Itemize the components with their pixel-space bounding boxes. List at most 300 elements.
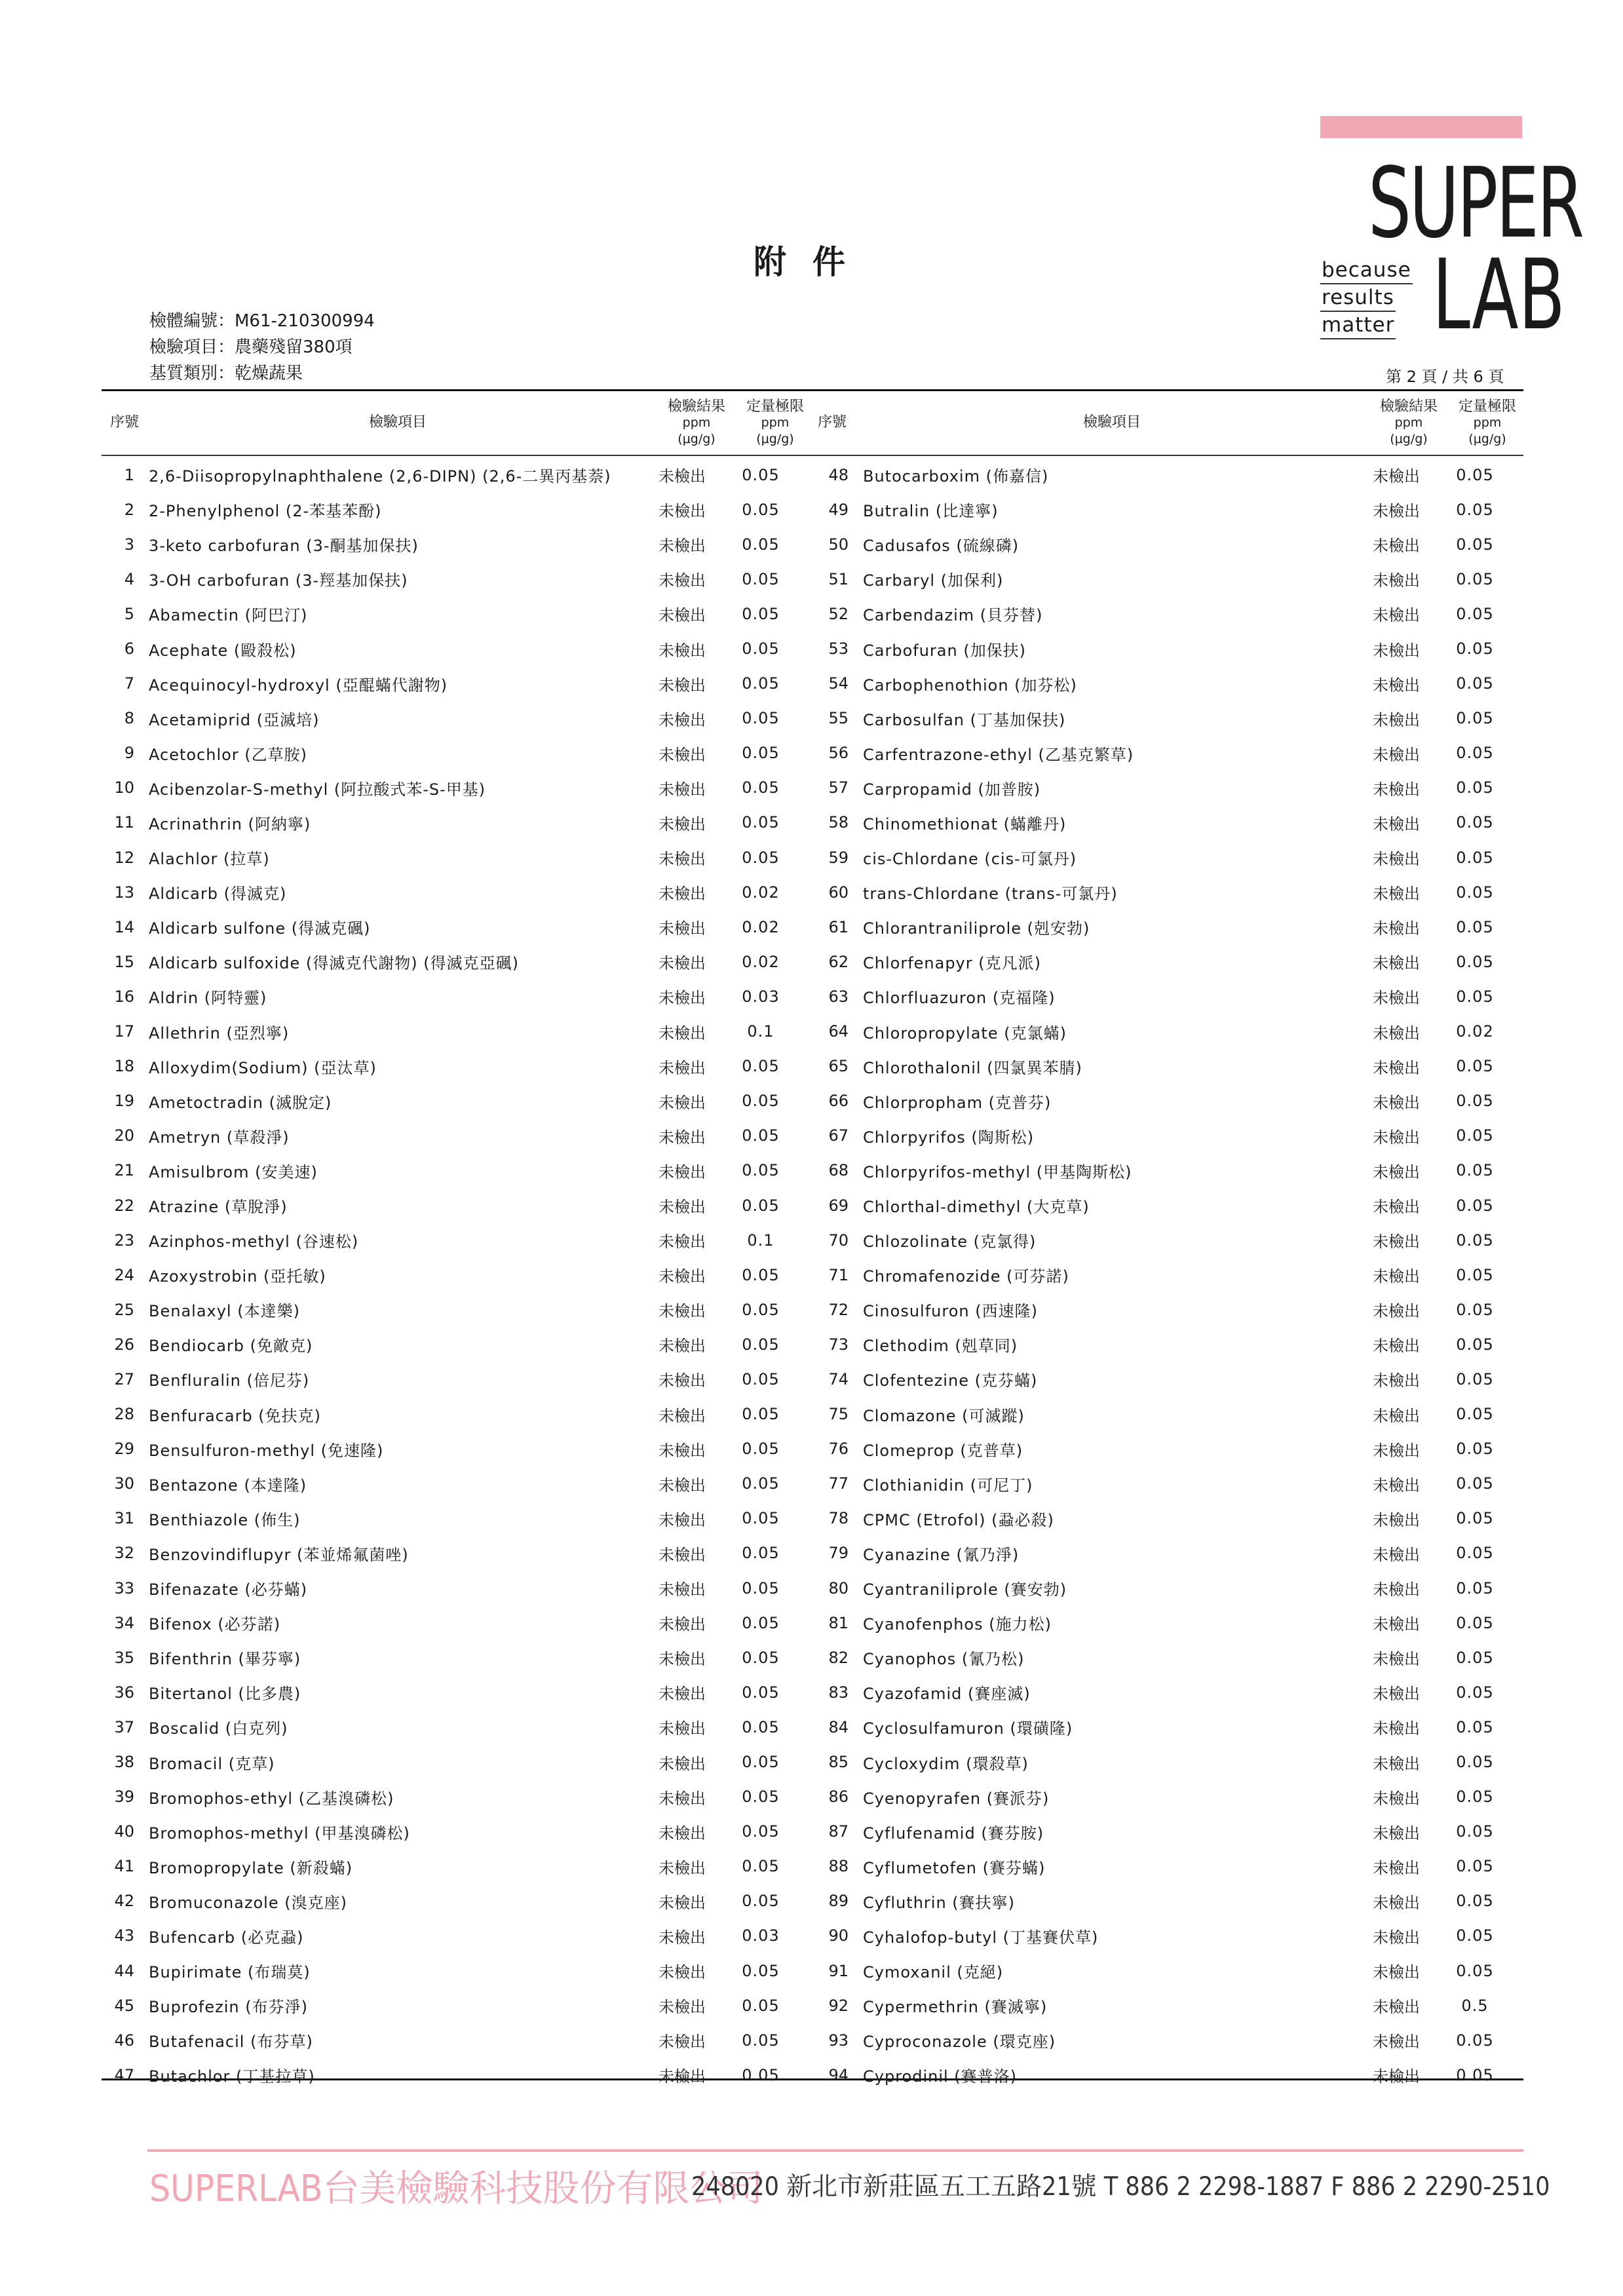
table-row [816,1362,1514,1396]
table-row [102,1501,800,1536]
row-item: Acequinocyl-hydroxyl (亞醌蟎代謝物) [149,676,448,695]
row-limit: 0.05 [742,1300,780,1319]
row-item: Aldicarb (得滅克) [149,885,287,904]
table-row [102,1292,800,1327]
row-result: 未檢出 [659,1963,706,1982]
row-result: 未檢出 [1373,1650,1420,1669]
table-row [816,1849,1514,1884]
table-row [102,527,800,562]
row-item: Clethodim (剋草同) [863,1337,1018,1356]
row-result: 未檢出 [659,1580,706,1599]
header-unit: ppm [761,415,790,430]
row-item: Carpropamid (加普胺) [863,780,1041,799]
row-number: 19 [114,1092,134,1111]
row-item: Carbosulfan (丁基加保扶) [863,710,1066,729]
row-number: 69 [828,1196,849,1215]
row-number: 7 [124,674,134,693]
table-row [816,1780,1514,1814]
row-number: 42 [114,1892,134,1911]
row-limit: 0.05 [1456,709,1494,728]
table-row [102,1953,800,1988]
table-row [102,666,800,701]
row-limit: 0.05 [1456,1405,1494,1424]
table-row [816,1084,1514,1119]
row-result: 未檢出 [1373,1441,1420,1460]
row-limit: 0.05 [742,1161,780,1180]
row-number: 72 [828,1300,849,1319]
row-item: Acephate (毆殺松) [149,641,297,660]
table-row [102,736,800,771]
row-item: Bupirimate (布瑞莫) [149,1963,311,1982]
table-row [102,1397,800,1432]
row-limit: 0.03 [742,1926,780,1945]
row-number: 15 [114,952,134,971]
row-item: Benthiazole (佈生) [149,1510,301,1529]
row-limit: 0.05 [1456,569,1494,588]
table-row [816,1501,1514,1536]
row-item: Cyflumetofen (賽芬蟎) [863,1858,1046,1877]
row-item: Cyflufenamid (賽芬胺) [863,1824,1044,1843]
row-number: 54 [828,674,849,693]
row-result: 未檢出 [1373,1093,1420,1112]
row-result: 未檢出 [1373,1928,1420,1947]
table-row [102,979,800,1014]
results-table-right [816,457,1514,2092]
row-number: 55 [828,709,849,728]
row-item: Bromopropylate (新殺蟎) [149,1858,353,1877]
table-row [816,1988,1514,2023]
row-number: 61 [828,917,849,936]
row-number: 53 [828,640,849,659]
row-result: 未檢出 [1373,2033,1420,2052]
row-number: 83 [828,1683,849,1702]
table-row [102,1257,800,1292]
row-result: 未檢出 [1373,1267,1420,1286]
row-limit: 0.05 [1456,917,1494,936]
row-limit: 0.05 [1456,1300,1494,1319]
row-limit: 0.05 [1456,1126,1494,1145]
row-result: 未檢出 [1373,537,1420,556]
table-row [102,2023,800,2057]
row-result: 未檢出 [1373,1685,1420,1704]
row-item: Amisulbrom (安美速) [149,1162,318,1181]
row-result: 未檢出 [659,1754,706,1773]
header-unit: ppm [1394,415,1423,430]
row-number: 91 [828,1961,849,1980]
row-limit: 0.05 [1456,952,1494,971]
row-limit: 0.02 [742,917,780,936]
row-item: Cyanazine (氰乃淨) [863,1545,1020,1564]
row-item: Abamectin (阿巴汀) [149,606,308,625]
row-result: 未檢出 [1373,1998,1420,2017]
row-limit: 0.05 [1456,1926,1494,1945]
row-result: 未檢出 [659,1615,706,1634]
table-row [816,1153,1514,1188]
row-limit: 0.05 [1456,1822,1494,1841]
row-result: 未檢出 [1373,1719,1420,1738]
row-item: Ametryn (草殺淨) [149,1128,290,1147]
row-limit: 0.1 [747,1022,774,1041]
row-result: 未檢出 [659,1650,706,1669]
row-number: 51 [828,569,849,588]
footer-rule [147,2149,1523,2152]
table-row [102,1327,800,1362]
row-number: 37 [114,1717,134,1736]
row-result: 未檢出 [659,1337,706,1356]
row-item: Cyprodinil (賽普洛) [863,2067,1018,2086]
table-row [816,1884,1514,1919]
row-item: cis-Chlordane (cis-可氯丹) [863,850,1077,869]
row-result: 未檢出 [659,537,706,556]
table-row [816,736,1514,771]
table-row [102,1536,800,1571]
table-row [102,1119,800,1153]
row-item: 3-OH carbofuran (3-羥基加保扶) [149,571,408,590]
row-limit: 0.05 [742,1196,780,1215]
row-limit: 0.05 [742,1717,780,1736]
row-number: 84 [828,1717,849,1736]
row-limit: 0.05 [1456,883,1494,902]
row-result: 未檢出 [1373,1754,1420,1773]
row-limit: 0.02 [742,952,780,971]
table-row [816,1257,1514,1292]
table-row [102,909,800,944]
row-limit: 0.02 [1456,1022,1494,1041]
row-result: 未檢出 [659,1267,706,1286]
row-limit: 0.05 [1456,1335,1494,1354]
tagline-line: because [1320,257,1413,284]
header-unit: (μg/g) [1468,432,1506,446]
row-result: 未檢出 [659,1858,706,1877]
row-result: 未檢出 [1373,1198,1420,1217]
row-result: 未檢出 [1373,1545,1420,1564]
row-number: 13 [114,883,134,902]
row-number: 82 [828,1648,849,1667]
row-result: 未檢出 [1373,989,1420,1008]
row-result: 未檢出 [1373,850,1420,869]
row-result: 未檢出 [1373,1128,1420,1147]
row-result: 未檢出 [659,1162,706,1181]
row-number: 49 [828,500,849,519]
row-limit: 0.05 [1456,1265,1494,1284]
row-number: 50 [828,535,849,554]
row-limit: 0.05 [1456,1857,1494,1876]
row-limit: 0.05 [742,500,780,519]
row-number: 73 [828,1335,849,1354]
row-limit: 0.05 [742,813,780,832]
row-limit: 0.05 [1456,604,1494,623]
row-item: Cyclosulfamuron (環磺隆) [863,1719,1073,1738]
row-item: Carbophenothion (加芬松) [863,676,1077,695]
table-row [816,1536,1514,1571]
table-row [816,1919,1514,1953]
row-item: Chlorfluazuron (克福隆) [863,989,1056,1008]
row-item: Chlorthal-dimethyl (大克草) [863,1198,1090,1217]
row-limit: 0.05 [1456,2031,1494,2050]
row-limit: 0.05 [742,709,780,728]
row-item: Acetamiprid (亞滅培) [149,710,320,729]
row-number: 63 [828,987,849,1006]
table-row [816,805,1514,840]
row-item: Chlorothalonil (四氯異苯腈) [863,1058,1082,1077]
row-number: 48 [828,465,849,484]
row-limit: 0.05 [1456,1578,1494,1598]
row-item: Benfluralin (倍尼芬) [149,1371,310,1390]
test-item: 檢驗項目：農藥殘留380項 [149,337,353,357]
row-number: 28 [114,1405,134,1424]
table-row [816,944,1514,979]
table-row [102,1432,800,1466]
row-item: Benalaxyl (本達樂) [149,1302,300,1321]
table-row [102,1223,800,1257]
table-row [816,1223,1514,1257]
row-result: 未檢出 [659,1371,706,1390]
row-item: Bifenazate (必芬蟎) [149,1580,308,1599]
table-row [102,457,800,492]
row-number: 34 [114,1613,134,1632]
row-number: 79 [828,1544,849,1563]
row-item: Alachlor (拉草) [149,850,270,869]
row-number: 71 [828,1265,849,1284]
row-limit: 0.05 [742,2065,780,2084]
row-item: Chlorpyrifos-methyl (甲基陶斯松) [863,1162,1132,1181]
row-item: Aldrin (阿特靈) [149,989,267,1008]
table-row [102,1640,800,1675]
row-limit: 0.05 [742,778,780,797]
row-number: 1 [124,465,134,484]
row-result: 未檢出 [659,1198,706,1217]
row-result: 未檢出 [1373,1162,1420,1181]
row-limit: 0.05 [1456,535,1494,554]
row-item: Butafenacil (布芬草) [149,2033,313,2052]
row-item: 2-Phenylphenol (2-苯基苯酚) [149,502,382,521]
table-row [102,1084,800,1119]
row-limit: 0.05 [742,1892,780,1911]
row-item: Chlorantraniliprole (剋安勃) [863,919,1090,938]
row-result: 未檢出 [659,1685,706,1704]
header-unit: (μg/g) [1390,432,1428,446]
row-item: Bromophos-ethyl (乙基溴磷松) [149,1789,394,1808]
row-item: Cyenopyrafen (賽派芬) [863,1789,1050,1808]
row-number: 89 [828,1892,849,1911]
row-number: 74 [828,1369,849,1388]
row-item: Clofentezine (克芬蟎) [863,1371,1038,1390]
row-limit: 0.05 [1456,1544,1494,1563]
row-result: 未檢出 [1373,814,1420,833]
table-row [816,492,1514,527]
row-item: Bendiocarb (免敵克) [149,1337,313,1356]
row-limit: 0.05 [1456,1892,1494,1911]
row-result: 未檢出 [659,885,706,904]
row-result: 未檢出 [1373,1963,1420,1982]
row-limit: 0.05 [1456,1613,1494,1632]
table-row [816,909,1514,944]
row-number: 40 [114,1822,134,1841]
row-result: 未檢出 [1373,1476,1420,1495]
row-limit: 0.05 [742,1996,780,2015]
row-item: trans-Chlordane (trans-可氯丹) [863,885,1118,904]
header-limit-label: 定量極限 [1458,398,1516,415]
row-result: 未檢出 [1373,2067,1420,2086]
header-unit: (μg/g) [678,432,716,446]
row-number: 31 [114,1509,134,1528]
row-result: 未檢出 [1373,1789,1420,1808]
row-limit: 0.05 [1456,1753,1494,1772]
row-number: 14 [114,917,134,936]
table-row [816,1640,1514,1675]
row-item: Atrazine (草脫淨) [149,1198,288,1217]
row-number: 93 [828,2031,849,2050]
row-number: 80 [828,1578,849,1598]
row-limit: 0.05 [1456,744,1494,763]
row-number: 44 [114,1961,134,1980]
row-number: 87 [828,1822,849,1841]
row-item: Bentazone (本達隆) [149,1476,307,1495]
row-number: 85 [828,1753,849,1772]
row-item: Bensulfuron-methyl (免速隆) [149,1441,384,1460]
row-limit: 0.05 [1456,778,1494,797]
table-row [816,596,1514,631]
row-result: 未檢出 [659,1476,706,1495]
row-result: 未檢出 [1373,1024,1420,1043]
table-row [816,979,1514,1014]
row-number: 20 [114,1126,134,1145]
header-no-right: 序號 [817,414,847,430]
row-result: 未檢出 [1373,676,1420,695]
row-limit: 0.05 [1456,1788,1494,1807]
row-number: 32 [114,1544,134,1563]
row-result: 未檢出 [659,1441,706,1460]
row-item: Cyhalofop-butyl (丁基賽伏草) [863,1928,1099,1947]
row-item: Bitertanol (比多農) [149,1685,301,1704]
table-row [102,1605,800,1640]
row-number: 5 [124,604,134,623]
row-number: 33 [114,1578,134,1598]
row-limit: 0.05 [1456,1092,1494,1111]
row-number: 24 [114,1265,134,1284]
row-number: 35 [114,1648,134,1667]
table-row [102,1049,800,1084]
table-row [102,1710,800,1744]
row-item: Bifenox (必芬諾) [149,1615,281,1634]
row-number: 45 [114,1996,134,2015]
row-item: Bifenthrin (畢芬寧) [149,1650,301,1669]
row-result: 未檢出 [659,1406,706,1425]
table-row [102,1466,800,1501]
row-number: 18 [114,1057,134,1076]
row-number: 4 [124,569,134,588]
table-row [816,875,1514,909]
row-result: 未檢出 [659,814,706,833]
table-row [816,1466,1514,1501]
row-limit: 0.05 [742,1822,780,1841]
row-item: Bromuconazole (溴克座) [149,1893,347,1912]
table-row [816,457,1514,492]
row-result: 未檢出 [659,919,706,938]
row-result: 未檢出 [1373,1302,1420,1321]
row-result: 未檢出 [1373,502,1420,521]
row-limit: 0.05 [742,1613,780,1632]
row-number: 92 [828,1996,849,2015]
table-row [816,1710,1514,1744]
table-row [816,1953,1514,1988]
row-item: Buprofezin (布芬淨) [149,1998,308,2017]
table-row [816,1292,1514,1327]
row-limit: 0.1 [747,1231,774,1250]
row-item: Clomeprop (克普草) [863,1441,1023,1460]
row-item: Alloxydim(Sodium) (亞汰草) [149,1058,377,1077]
table-row [816,631,1514,666]
row-limit: 0.05 [742,1857,780,1876]
header-no-left: 序號 [109,414,139,430]
row-number: 65 [828,1057,849,1076]
table-row [816,562,1514,596]
row-item: Chlorpyrifos (陶斯松) [863,1128,1035,1147]
table-row [102,596,800,631]
row-number: 66 [828,1092,849,1111]
row-number: 43 [114,1926,134,1945]
table-top-rule [102,389,1523,391]
row-item: Acetochlor (乙草胺) [149,745,308,764]
row-limit: 0.05 [742,1265,780,1284]
table-row [816,840,1514,875]
table-row [816,527,1514,562]
results-table-left [102,457,800,2092]
row-limit: 0.05 [1456,1161,1494,1180]
header-limit-right [1448,398,1527,448]
table-row [102,805,800,840]
row-number: 2 [124,500,134,519]
table-row [816,2057,1514,2092]
row-result: 未檢出 [659,989,706,1008]
row-item: Cyantraniliprole (賽安勃) [863,1580,1067,1599]
row-result: 未檢出 [1373,571,1420,590]
row-number: 52 [828,604,849,623]
page-number: 第 2 頁 / 共 6 頁 [1386,368,1504,386]
row-limit: 0.02 [742,883,780,902]
row-result: 未檢出 [1373,1371,1420,1390]
row-item: Cymoxanil (克絕) [863,1963,1004,1982]
row-limit: 0.05 [742,1335,780,1354]
row-item: Carfentrazone-ethyl (乙基克繁草) [863,745,1134,764]
row-limit: 0.03 [742,987,780,1006]
row-item: Cycloxydim (環殺草) [863,1754,1029,1773]
header-unit: ppm [682,415,711,430]
row-limit: 0.05 [742,1092,780,1111]
row-result: 未檢出 [659,1998,706,2017]
matrix-type: 基質類別：乾燥蔬果 [149,364,303,383]
row-limit: 0.05 [1456,674,1494,693]
row-item: Chinomethionat (蟎離丹) [863,814,1067,833]
row-item: Chloropropylate (克氯蟎) [863,1024,1067,1043]
row-limit: 0.05 [1456,1474,1494,1493]
row-limit: 0.05 [742,604,780,623]
row-number: 36 [114,1683,134,1702]
row-result: 未檢出 [1373,745,1420,764]
row-limit: 0.05 [1456,1683,1494,1702]
row-result: 未檢出 [1373,1233,1420,1252]
row-number: 57 [828,778,849,797]
row-limit: 0.05 [742,1753,780,1772]
sample-id: 檢體編號：M61-210300994 [149,311,375,331]
table-row [102,1675,800,1710]
row-result: 未檢出 [1373,1615,1420,1634]
row-limit: 0.05 [742,674,780,693]
row-limit: 0.05 [742,535,780,554]
table-row [102,944,800,979]
header-item-left: 檢驗項目 [368,414,427,430]
row-limit: 0.05 [1456,1961,1494,1980]
